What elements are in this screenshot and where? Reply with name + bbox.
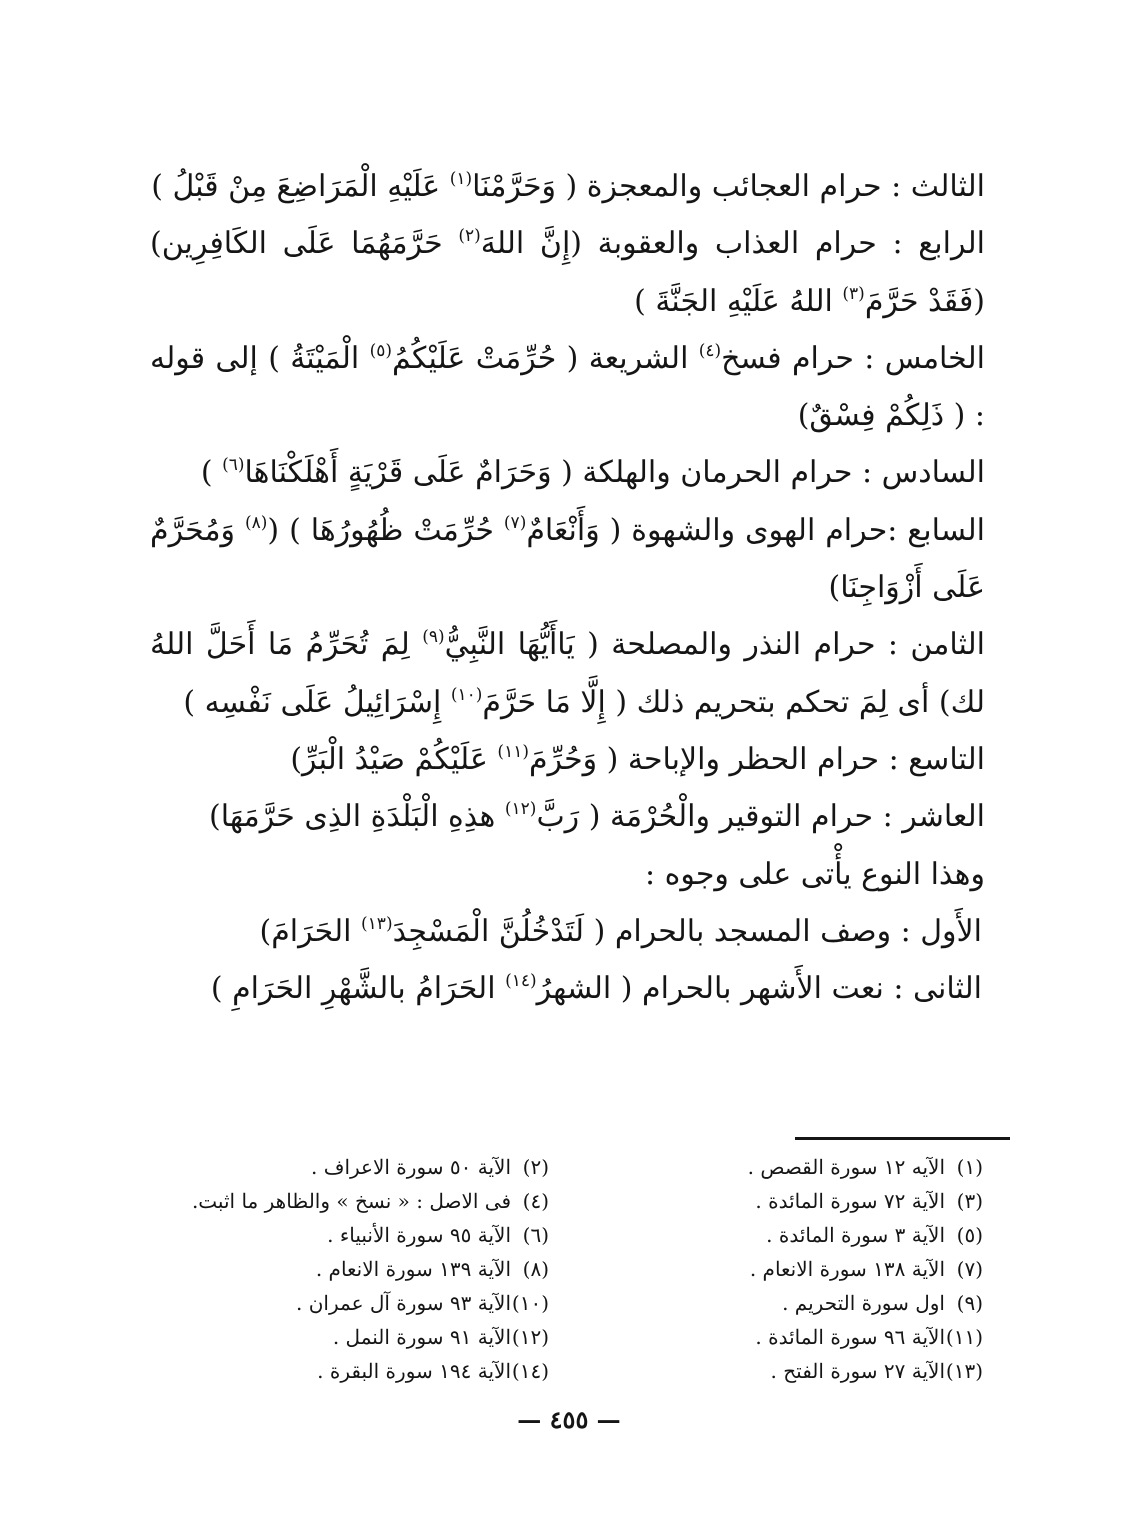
footnote-text: الآية ٢٧ سورة الفتح . [770,1359,945,1383]
paragraph [150,731,985,788]
footnote-marker: (١٣) [361,913,393,934]
footnote-marker: (١٠) [450,684,483,705]
footnote-item [155,1320,549,1354]
footnote-text: الآية ١٣٨ سورة الانعام . [749,1257,945,1281]
footnote-marker: (١) [449,169,473,189]
footnote-marker: (٤) [698,340,722,361]
footnote-text: الآية ١٩٤ سورة البقرة . [317,1359,511,1383]
main-text [150,158,985,1017]
paragraph [150,846,985,903]
footnote-item [155,1150,549,1184]
paragraph [150,960,985,1017]
text-segment: الثامن : حرام النذر والمصلحة ( يَاأَيُّهَا النَّبِيُّ [444,627,986,663]
footnote-item [589,1150,983,1184]
footnote-text: الآية ٩٥ سورة الأنبياء . [327,1223,511,1247]
text-segment: حُرِّمَتْ ظُهُورُهَا ) ( [267,512,504,548]
footnote-text: الآية ٩١ سورة النمل . [332,1325,511,1349]
text-segment: الحَرَامُ بالشَّهْرِ الحَرَامِ ) [210,971,506,1007]
text-segment: التاسع : حرام الحظر والإباحة ( وَحُرِّمَ [528,741,985,777]
text-segment: إِسْرَائِيلُ عَلَى نَفْسِه ) [183,684,451,720]
text-segment: الرابع : حرام العذاب والعقوبة (إِنَّ اللهَ [480,226,985,262]
footnote-text: اول سورة التحريم . [782,1291,945,1315]
paragraph [150,158,985,215]
footnote-item [155,1252,549,1286]
footnote-number: (١) [956,1155,983,1179]
footnote-marker: (٩) [422,627,445,648]
footnote-number: (١٣) [945,1359,983,1383]
footnote-number: (٦) [522,1223,549,1247]
footnote-number: (٤) [522,1189,549,1213]
footnote-marker: (٥) [369,340,392,361]
footnote-marker: (٣) [842,283,865,304]
text-segment: الخامس : حرام فسخ [721,340,986,376]
page-number: — ٤٥٥ — [517,1405,621,1434]
text-segment: الأَول : وصف المسجد بالحرام ( لَتَدْخُلُنَّ الْمَسْجِدَ [392,913,982,949]
paragraph [150,903,985,960]
paragraph [150,215,985,330]
footnote-number: (١٤) [511,1359,549,1383]
footnote-item [155,1184,549,1218]
footnote-item [155,1354,549,1388]
text-segment: العاشر : حرام التوقير والْحُرْمَة ( رَبَّ [536,799,985,835]
text-segment: وهذا النوع يأْتى على وجوه : [644,856,985,892]
footnote-marker: (١١) [497,741,529,762]
text-segment: عَلَيْهِ الْمَرَاضِعَ مِنْ قَبْلُ ) [151,169,450,204]
text-segment: السابع :حرام الهوى والشهوة ( وَأَنْعَامٌ [526,512,985,548]
footnote-text: فى الاصل : « نسخ » والظاهر ما اثبت. [191,1189,511,1213]
text-segment: السادس : حرام الحرمان والهلكة ( وَحَرَامٌ عَلَى قَرْيَةٍ أَهْلَكْنَاهَا [244,455,985,491]
footnote-number: (١٢) [511,1325,549,1349]
footnote-number: (٣) [956,1189,983,1213]
text-segment: الثانى : نعت الأَشهر بالحرام ( الشهرُ [536,971,982,1007]
text-segment: الشريعة ( حُرِّمَتْ عَلَيْكُمُ [391,340,699,376]
paragraph [150,616,985,731]
text-segment: ) [200,455,223,491]
footnote-item [155,1218,549,1252]
footnote-text: الآية ٩٣ سورة آل عمران . [296,1291,511,1315]
paragraph [150,788,985,845]
footnote-item [589,1286,983,1320]
footnote-item [589,1252,983,1286]
footnote-number: (٩) [956,1291,983,1315]
footnote-text: الآية ٥٠ سورة الاعراف . [311,1155,511,1179]
text-segment: عَلَيْكُمْ صَيْدُ الْبَرِّ) [290,741,498,777]
paragraph [150,502,985,617]
footnote-item [589,1354,983,1388]
footnote-text: الآية ٧٢ سورة المائدة . [755,1189,945,1213]
footnote-item [589,1320,983,1354]
footnote-number: (١٠) [511,1291,549,1315]
paragraph [150,330,985,445]
footnote-text: الآية ١٣٩ سورة الانعام . [315,1257,511,1281]
footnote-number: (١١) [945,1325,983,1349]
text-segment: هذِهِ الْبَلْدَةِ الذِى حَرَّمَهَا) [208,799,505,835]
footnote-text: الآية ٣ سورة المائدة . [766,1223,945,1247]
footnote-marker: (٢) [458,226,481,247]
paragraph [150,444,985,501]
footnote-item [155,1286,549,1320]
text-segment: وَمُحَرَّمٌ عَلَى أَزْوَاجِنَا) [150,512,985,606]
footnote-number: (٧) [956,1257,983,1281]
footnote-text: الآيه ١٢ سورة القصص . [747,1155,945,1179]
footnote-number: (٨) [522,1257,549,1281]
footnote-item [589,1184,983,1218]
footnote-text: الآية ٩٦ سورة المائدة . [755,1325,945,1349]
text-segment: اللهُ عَلَيْهِ الجَنَّةَ ) [634,283,843,319]
footnote-marker: (٨) [245,512,268,533]
text-segment: لِمَ تُحَرِّمُ مَا أَحَلَّ اللهُ لك) أى لِمَ تحكم بتحريم ذلك ( إِلَّا مَا حَرَّمَ [150,627,985,720]
footnote-item [589,1218,983,1252]
text-segment: الْمَيْتَةُ ) إلى قوله : ( ذَلِكُمْ فِسْقٌ) [150,340,985,434]
footnote-marker: (١٢) [504,799,537,820]
footnote-number: (٥) [956,1223,983,1247]
footnote-marker: (١٤) [505,971,537,992]
footnote-number: (٢) [522,1155,549,1179]
text-segment: حَرَّمَهُمَا عَلَى الكَافِرِين) (فَقَدْ حَرَّمَ [150,226,985,319]
footnote-marker: (٧) [503,512,527,533]
footnotes [155,1150,983,1388]
footnote-separator [795,1137,1010,1140]
text-segment: الثالث : حرام العجائب والمعجزة ( وَحَرَّمْنَا [472,169,985,204]
text-segment: الحَرَامَ) [259,913,362,949]
footnote-marker: (٦) [222,455,245,476]
